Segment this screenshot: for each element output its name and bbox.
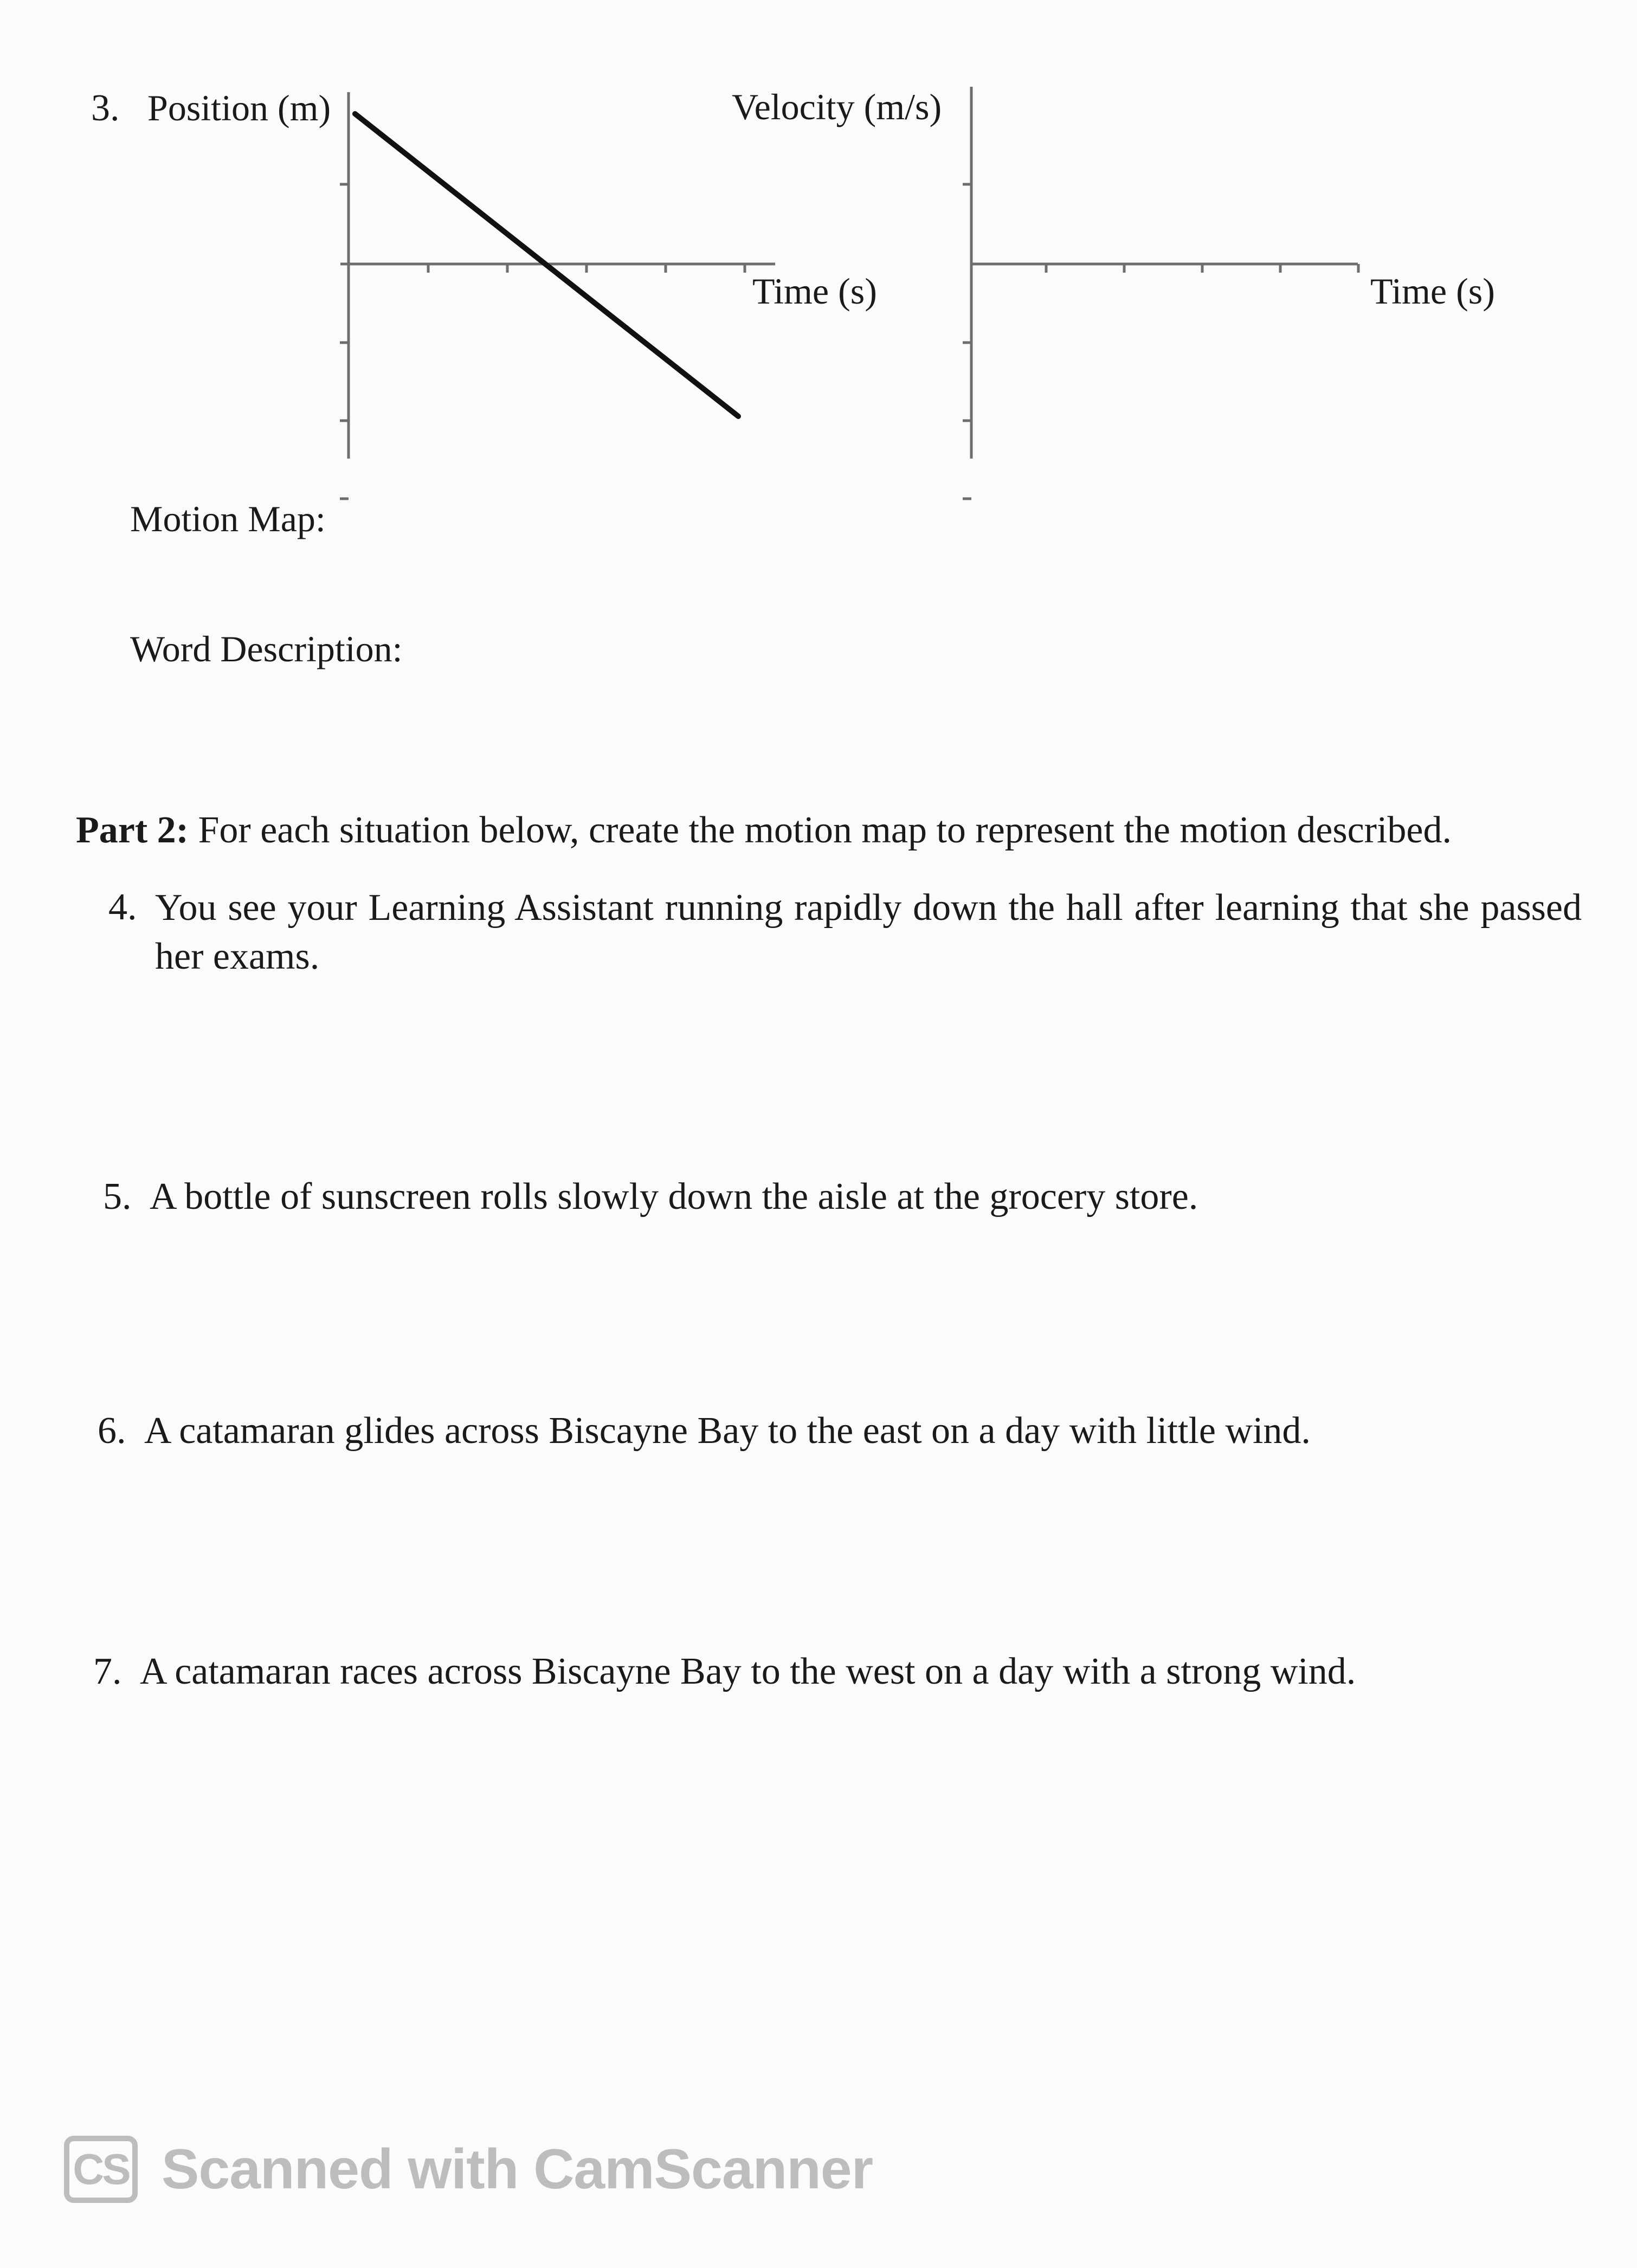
camscanner-text: Scanned with CamScanner	[162, 2137, 873, 2201]
part2-heading-line	[76, 807, 1452, 854]
velocity-time-graph	[0, 0, 1637, 488]
question-6-text: A catamaran glides across Biscayne Bay to the east on a day with little wind.	[144, 1410, 1311, 1452]
position-axis-label: Position (m)	[147, 87, 331, 128]
velocity-axis-label: Velocity (m/s)	[732, 86, 942, 127]
question-6-number: 6.	[98, 1410, 126, 1452]
part2-instructions: For each situation below, create the motion map to represent the motion described.	[198, 809, 1452, 851]
question-4-number: 4.	[108, 886, 137, 928]
question-5-number: 5.	[103, 1176, 132, 1217]
motion-map-label: Motion Map:	[130, 498, 326, 539]
part2-heading: Part 2:	[76, 809, 189, 851]
question-4-text: You see your Learning Assistant running rapidly down the hall after learning that she passed her exams.	[155, 887, 1582, 977]
question-7-text: A catamaran races across Biscayne Bay to the west on a day with a strong wind.	[140, 1651, 1356, 1692]
word-description-label: Word Description:	[130, 628, 403, 669]
question-3-number: 3.	[91, 87, 120, 129]
camscanner-watermark	[64, 2131, 873, 2207]
question-5-text: A bottle of sunscreen rolls slowly down the aisle at the grocery store.	[150, 1176, 1198, 1217]
position-time-axis-label: Time (s)	[752, 270, 877, 312]
camscanner-logo: CS	[64, 2136, 138, 2203]
velocity-time-axis-label: Time (s)	[1370, 270, 1495, 312]
question-7-number: 7.	[93, 1651, 122, 1692]
